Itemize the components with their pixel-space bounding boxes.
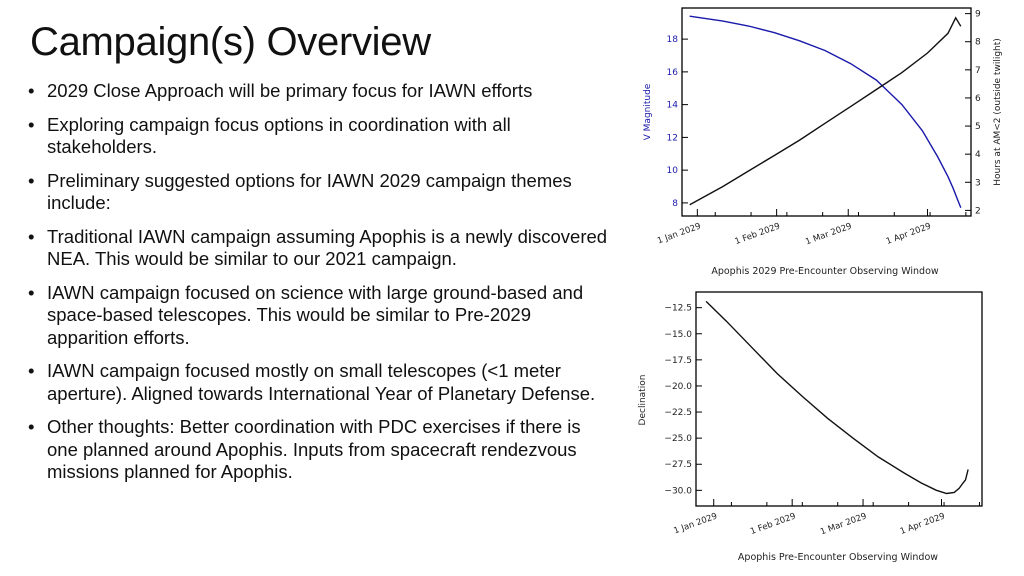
y-axis-label-left: V Magnitude [643,83,653,141]
bullet-item [28,114,613,159]
bullet-glyph: • [28,281,35,303]
y-tick-label: −15.0 [664,329,692,340]
y-tick-label: −25.0 [664,434,692,445]
y-tick-label-right: 2 [975,206,981,217]
bullet-item [28,282,613,350]
y-tick-label-right: 6 [975,93,981,104]
bullet-item [28,80,613,103]
bullet-glyph: • [28,113,35,135]
chart-title: Apophis Pre-Encounter Observing Window [737,552,939,563]
bullet-glyph: • [28,80,35,101]
y-tick-label-right: 4 [975,150,981,161]
plot-frame [696,292,982,506]
x-tick-label: 1 Feb 2029 [733,221,782,248]
y-tick-label-right: 7 [975,65,981,76]
x-tick-label: 1 Mar 2029 [819,511,869,538]
y-axis-label-right: Hours at AM<2 (outside twilight) [993,38,1003,186]
y-tick-label: −30.0 [664,486,692,497]
y-tick-label-left: 8 [672,198,678,209]
bullet-glyph: • [28,360,35,381]
y-tick-label: −12.5 [664,303,692,314]
y-tick-label-right: 8 [975,37,981,48]
y-tick-label: −20.0 [664,381,692,392]
x-tick-label: 1 Mar 2029 [804,221,854,248]
series-line-hours [690,18,961,205]
x-tick-label: 1 Jan 2029 [656,221,703,247]
plot-frame [682,8,971,216]
bullet-text: Traditional IAWN campaign assuming Apophis is a newly discovered NEA. This would be similar to our 2021 campaign. [47,225,608,269]
y-tick-label: −17.5 [664,355,692,366]
bullet-item [28,360,613,405]
x-tick-label: 1 Apr 2029 [884,221,933,247]
bullet-item [28,416,613,484]
bullet-list [28,80,613,495]
y-tick-label-left: 10 [666,166,678,177]
series-line-vmag [690,16,961,208]
bullet-glyph: • [28,169,35,191]
y-tick-label: −27.5 [664,460,692,471]
bullet-text: Other thoughts: Better coordination with PDC exercises if there is one planned around Apophis. Inputs from spacecraft rendezvous missions planned for Apophis. [47,416,581,482]
bullet-text: 2029 Close Approach will be primary focus for IAWN efforts [47,80,533,101]
bullet-text: Preliminary suggested options for IAWN 2029 campaign themes include: [47,169,572,213]
y-tick-label-left: 14 [666,100,678,111]
bullet-item [28,226,613,271]
series-line-declination [706,301,968,493]
bullet-item [28,170,613,215]
bullet-glyph: • [28,416,35,437]
x-tick-label: 1 Apr 2029 [898,511,947,537]
bullet-text: IAWN campaign focused on science with large ground-based and space-based telescopes. This would be similar to Pre-2029 apparition efforts. [47,281,584,348]
bullet-text: IAWN campaign focused mostly on small telescopes (<1 meter aperture). Aligned towards International Year of Planetary Defense. [47,360,596,404]
bullet-glyph: • [28,225,35,247]
bullet-text: Exploring campaign focus options in coordination with all stakeholders. [47,113,511,157]
y-tick-label-right: 3 [975,178,981,189]
y-tick-label-left: 12 [666,133,678,144]
x-tick-label: 1 Feb 2029 [749,511,798,538]
y-tick-label-right: 9 [975,9,981,20]
y-tick-label-left: 18 [666,35,678,46]
y-tick-label: −22.5 [664,408,692,419]
y-tick-label-right: 5 [975,122,981,133]
y-tick-label-left: 16 [666,67,678,78]
chart-title: Apophis 2029 Pre-Encounter Observing Window [711,266,939,277]
y-axis-label: Declination [638,374,648,426]
slide-title: Campaign(s) Overview [30,20,431,64]
x-tick-label: 1 Jan 2029 [672,511,719,537]
